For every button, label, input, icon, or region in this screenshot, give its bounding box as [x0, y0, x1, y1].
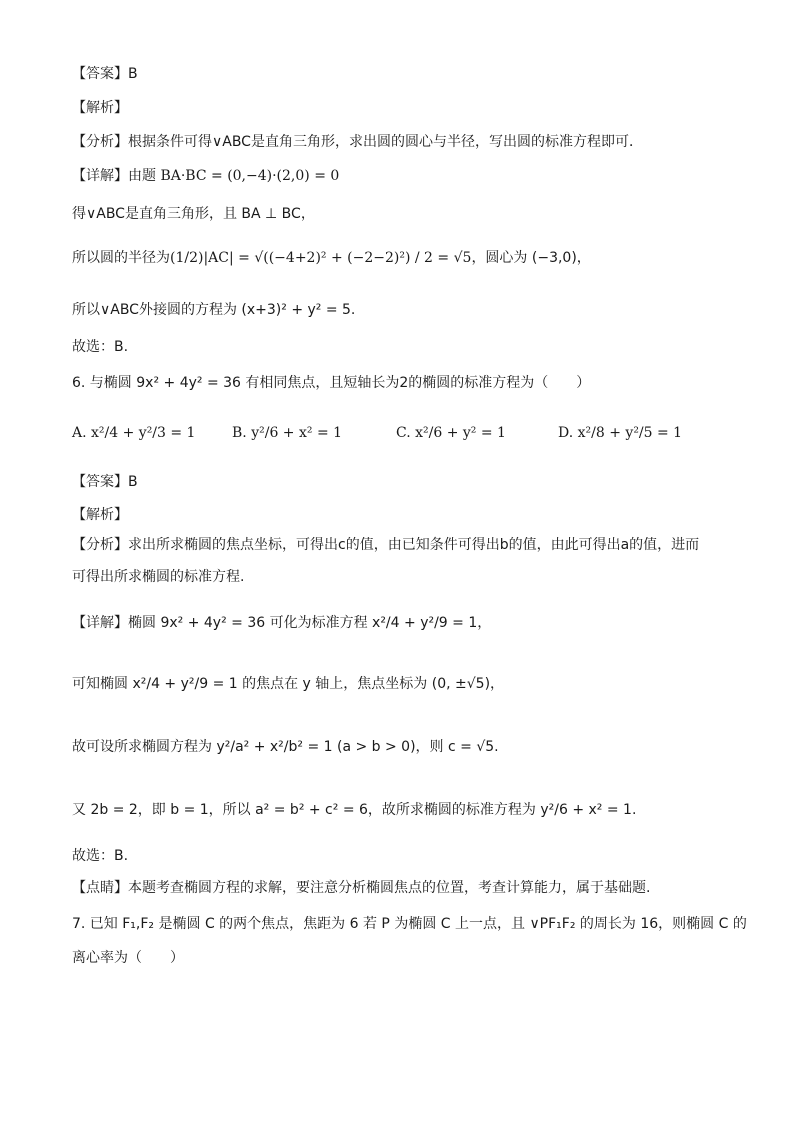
q5-detail-3-pre: 所以圆的半径为: [72, 250, 170, 266]
q6-option-c-label: C.: [396, 425, 411, 441]
q6-option-b-expr: y²/6 + x² = 1: [251, 425, 343, 441]
q6-option-d: [558, 425, 682, 441]
q5-detail-3-post: ，圆心为 (−3,0)，: [471, 250, 591, 266]
q6-detail-1-text: 椭圆 9x² + 4y² = 36 可化为标准方程 x²/4 + y²/9 = 1，: [128, 615, 492, 631]
q6-option-a-label: A.: [72, 425, 87, 441]
q6-jiexi: 【解析】: [72, 507, 128, 523]
q6-option-c: [396, 425, 506, 441]
q5-analysis-text: 根据条件可得∨ABC是直角三角形，求出圆的圆心与半径，写出圆的标准方程即可．: [128, 134, 643, 150]
q7-stem-1: 7. 已知 F₁,F₂ 是椭圆 C 的两个焦点，焦距为 6 若 P 为椭圆 C 上一点，且 ∨PF₁F₂ 的周长为 16，则椭圆 C 的: [72, 916, 747, 932]
q5-detail-1-text: 由题 BA·BC = (0,−4)·(2,0) = 0: [128, 168, 340, 184]
q6-stem: 6. 与椭圆 9x² + 4y² = 36 有相同焦点，且短轴长为2的椭圆的标准方程为（ ）: [72, 375, 591, 391]
q6-option-a: [72, 425, 195, 441]
q6-analysis-tag: 【分析】: [72, 537, 128, 553]
q6-option-a-expr: x²/4 + y²/3 = 1: [91, 425, 196, 441]
q6-option-d-expr: x²/8 + y²/5 = 1: [577, 425, 683, 441]
q6-comment-text: 本题考查椭圆方程的求解，要注意分析椭圆焦点的位置，考查计算能力，属于基础题.: [128, 880, 651, 896]
q6-detail-1: [72, 613, 491, 633]
q6-option-b-label: B.: [232, 425, 247, 441]
q6-comment: [72, 878, 650, 898]
q6-option-b: [232, 425, 342, 441]
q5-answer: 【答案】B: [72, 66, 138, 82]
q5-detail-2: 得∨ABC是直角三角形，且 BA ⊥ BC，: [72, 206, 315, 222]
q7-stem-2: 离心率为（ ）: [72, 950, 184, 966]
q6-detail-4: 又 2b = 2，即 b = 1，所以 a² = b² + c² = 6，故所求椭圆的标准方程为 y²/6 + x² = 1.: [72, 802, 637, 818]
q5-detail-1: [72, 166, 339, 186]
q6-comment-tag: 【点睛】: [72, 880, 128, 896]
q5-detail-3-expr: (1/2)|AC| = √((−4+2)² + (−2−2)²) / 2 = √5: [170, 250, 472, 266]
q6-analysis-2: 可得出所求椭圆的标准方程.: [72, 569, 245, 585]
q6-detail-2: 可知椭圆 x²/4 + y²/9 = 1 的焦点在 y 轴上，焦点坐标为 (0, ±√5)，: [72, 676, 505, 692]
q5-detail-4: 所以∨ABC外接圆的方程为 (x+3)² + y² = 5.: [72, 302, 356, 318]
q6-option-c-expr: x²/6 + y² = 1: [415, 425, 506, 441]
q5-jiexi: 【解析】: [72, 100, 128, 116]
q6-detail-3: 故可设所求椭圆方程为 y²/a² + x²/b² = 1 (a > b > 0)，则 c = √5.: [72, 739, 499, 755]
q6-conclusion: 故选：B.: [72, 848, 129, 864]
q6-analysis-1-text: 求出所求椭圆的焦点坐标，可得出c的值，由已知条件可得出b的值，由此可得出a的值，进而: [128, 537, 700, 553]
q6-answer: 【答案】B: [72, 474, 138, 490]
q6-detail-tag: 【详解】: [72, 615, 128, 631]
q5-detail-tag: 【详解】: [72, 168, 128, 184]
q6-analysis-1: [72, 535, 699, 555]
q6-option-d-label: D.: [558, 425, 574, 441]
q5-conclusion: 故选：B.: [72, 339, 129, 355]
q5-analysis: [72, 132, 643, 152]
q5-detail-3: [72, 248, 591, 268]
q5-analysis-tag: 【分析】: [72, 134, 128, 150]
